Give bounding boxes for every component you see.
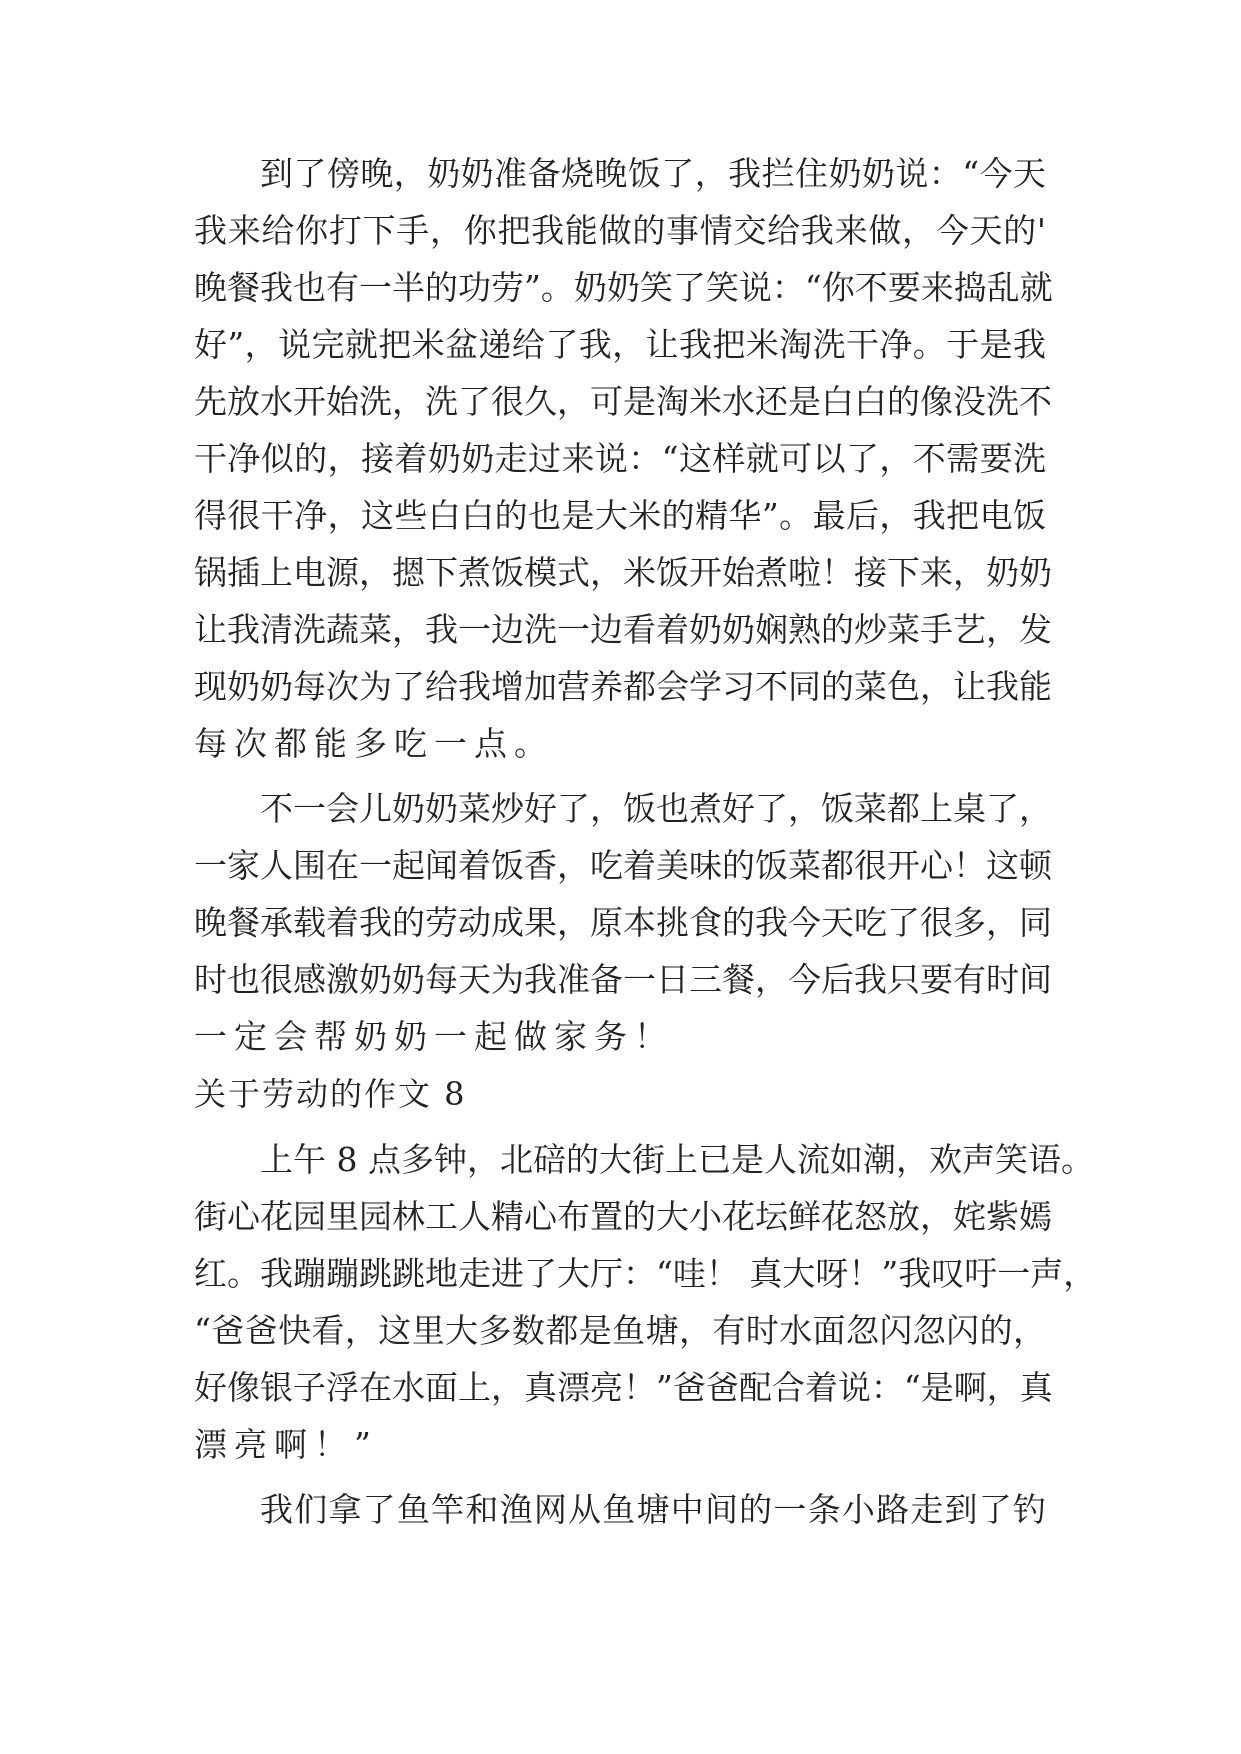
line-text: 每次都能多吃一点。 (194, 724, 554, 763)
line-text: 让我清洗蔬菜，我一边洗一边看着奶奶娴熟的炒菜手艺，发 (194, 610, 1052, 649)
line-text: 得很干净，这些白白的也是大米的精华”。最后，我把电饭 (194, 496, 1046, 535)
paragraph-line (194, 665, 1052, 709)
paragraph-line (194, 209, 1046, 253)
paragraph-line (260, 1138, 1094, 1182)
line-text: 好像银子浮在水面上，真漂亮！”爸爸配合着说：“是啊，真 (194, 1368, 1053, 1407)
paragraph-line (194, 437, 1046, 481)
paragraph-line (194, 266, 1053, 310)
paragraph-line (194, 1366, 1053, 1410)
paragraph-line (260, 787, 1052, 831)
line-text: 红。我蹦蹦跳跳地走进了大厅：“哇！ 真大呀！”我叹吁一声， (194, 1254, 1097, 1293)
line-text: 一家人围在一起闻着饭香，吃着美味的饭菜都很开心！这顿 (194, 846, 1052, 885)
line-text: 漂亮啊！” (194, 1425, 378, 1464)
section-heading: 关于劳动的作文 8 (194, 1075, 467, 1113)
paragraph-line (194, 1252, 1097, 1296)
line-text: 我们拿了鱼竿和渔网从鱼塘中间的一条小路走到了钓 (260, 1490, 1046, 1529)
paragraph-line (194, 494, 1046, 538)
line-text: 不一会儿奶奶菜炒好了，饭也煮好了，饭菜都上桌了， (260, 789, 1052, 828)
line-text: 干净似的，接着奶奶走过来说：“这样就可以了，不需要洗 (194, 439, 1046, 478)
paragraph-line (194, 901, 1052, 945)
line-text: 时也很感激奶奶每天为我准备一日三餐，今后我只要有时间 (194, 960, 1052, 999)
paragraph-line (194, 1309, 1046, 1353)
paragraph-line (260, 152, 1046, 196)
paragraph-line (194, 608, 1052, 652)
line-text: 锅插上电源，摁下煮饭模式，米饭开始煮啦！接下来，奶奶 (194, 553, 1052, 592)
paragraph-line (194, 551, 1052, 595)
line-text: 我来给你打下手，你把我能做的事情交给我来做，今天的' (194, 211, 1046, 250)
paragraph-line (194, 844, 1052, 888)
line-text: 现奶奶每次为了给我增加营养都会学习不同的菜色，让我能 (194, 667, 1052, 706)
line-text: 晚餐我也有一半的功劳”。奶奶笑了笑说：“你不要来捣乱就 (194, 268, 1053, 307)
line-text: 好”，说完就把米盆递给了我，让我把米淘洗干净。于是我 (194, 325, 1046, 364)
paragraph-line (260, 1488, 1046, 1532)
line-text: 一定会帮奶奶一起做家务！ (194, 1017, 674, 1056)
paragraph-line (194, 1423, 1046, 1467)
paragraph-line (194, 380, 1052, 424)
line-text: 晚餐承载着我的劳动成果，原本挑食的我今天吃了很多，同 (194, 903, 1052, 942)
line-text: 到了傍晚，奶奶准备烧晚饭了，我拦住奶奶说：“今天 (260, 154, 1046, 193)
paragraph-line (194, 323, 1046, 367)
paragraph-line (194, 1195, 1052, 1239)
line-text: 上午 8 点多钟，北碚的大街上已是人流如潮，欢声笑语。 (260, 1140, 1094, 1179)
line-text: “爸爸快看，这里大多数都是鱼塘，有时水面忽闪忽闪的， (194, 1311, 1046, 1350)
line-text: 街心花园里园林工人精心布置的大小花坛鲜花怒放，姹紫嫣 (194, 1197, 1052, 1236)
paragraph-line (194, 1015, 1046, 1059)
paragraph-line (194, 722, 1046, 766)
line-text: 先放水开始洗，洗了很久，可是淘米水还是白白的像没洗不 (194, 382, 1052, 421)
paragraph-line (194, 958, 1052, 1002)
